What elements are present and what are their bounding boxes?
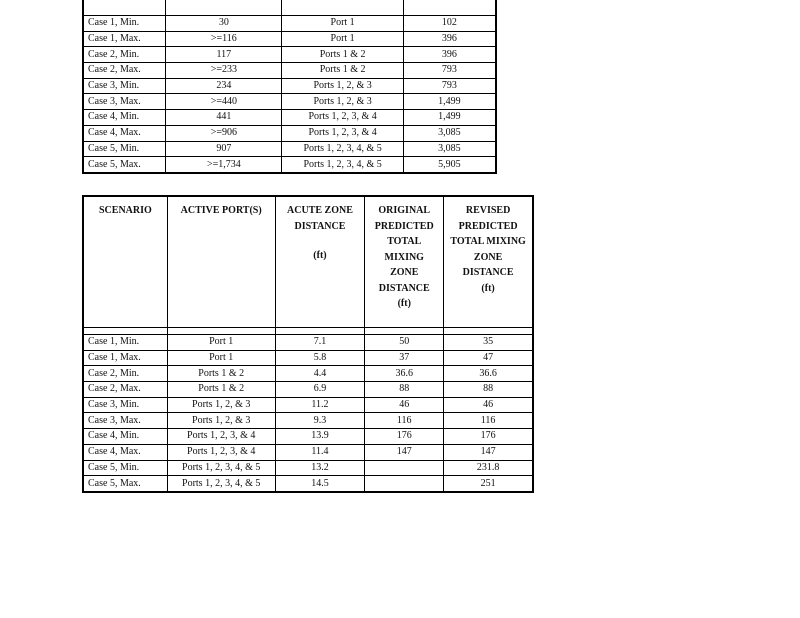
table-row <box>83 94 496 110</box>
spacer-cell <box>83 328 167 335</box>
scenario-cell: Case 2, Max. <box>83 63 166 79</box>
scenario-cell: Case 3, Max. <box>83 94 166 110</box>
mixing-zone-table-head <box>83 196 533 328</box>
header-row <box>83 196 533 328</box>
scenario-cell: Case 1, Max. <box>83 350 167 366</box>
scenario-cell: Case 4, Min. <box>83 429 167 445</box>
active-ports-cell: Ports 1, 2, 3, & 4 <box>167 429 275 445</box>
ports-cell: Ports 1, 2, & 3 <box>282 78 403 94</box>
table-row <box>83 366 533 382</box>
active-ports-cell: Port 1 <box>167 350 275 366</box>
distance-cell: 1,499 <box>403 94 496 110</box>
ports-cell: Ports 1, 2, 3, 4, & 5 <box>282 157 403 173</box>
original-distance-cell: 37 <box>365 350 444 366</box>
flow-cell: 117 <box>166 47 282 63</box>
table-row <box>83 397 533 413</box>
table-row <box>83 16 496 32</box>
table-row <box>83 63 496 79</box>
original-distance-cell <box>365 460 444 476</box>
original-distance-cell: 147 <box>365 444 444 460</box>
ports-cell: Ports 1, 2, & 3 <box>282 94 403 110</box>
header-revised <box>444 196 533 328</box>
original-distance-cell: 176 <box>365 429 444 445</box>
table-row <box>83 350 533 366</box>
distance-cell: 396 <box>403 31 496 47</box>
header-active-ports <box>167 196 275 328</box>
header-cell <box>282 0 403 16</box>
table-row <box>83 429 533 445</box>
distance-cell: 396 <box>403 47 496 63</box>
ports-cell: Ports 1, 2, 3, & 4 <box>282 125 403 141</box>
active-ports-cell: Ports 1, 2, 3, 4, & 5 <box>167 476 275 492</box>
acute-zone-cell: 4.4 <box>275 366 365 382</box>
flow-cell: >=116 <box>166 31 282 47</box>
table-row <box>83 444 533 460</box>
ports-cell: Ports 1 & 2 <box>282 63 403 79</box>
table-row <box>83 78 496 94</box>
flow-ports-table-body <box>83 0 496 173</box>
spacer-cell <box>275 328 365 335</box>
acute-zone-cell: 11.2 <box>275 397 365 413</box>
flow-cell: >=440 <box>166 94 282 110</box>
acute-zone-cell: 9.3 <box>275 413 365 429</box>
table-row <box>83 125 496 141</box>
revised-distance-cell: 147 <box>444 444 533 460</box>
ports-cell: Ports 1, 2, 3, 4, & 5 <box>282 141 403 157</box>
acute-zone-cell: 13.2 <box>275 460 365 476</box>
active-ports-cell: Ports 1, 2, 3, & 4 <box>167 444 275 460</box>
distance-cell: 5,905 <box>403 157 496 173</box>
flow-cell: 441 <box>166 110 282 126</box>
table-row <box>83 382 533 398</box>
acute-zone-cell: 5.8 <box>275 350 365 366</box>
ports-cell: Port 1 <box>282 16 403 32</box>
header-cell <box>83 0 166 16</box>
revised-distance-cell: 176 <box>444 429 533 445</box>
scenario-cell: Case 3, Min. <box>83 78 166 94</box>
header-scenario-label: SCENARIO <box>98 205 152 216</box>
distance-cell: 3,085 <box>403 141 496 157</box>
revised-distance-cell: 88 <box>444 382 533 398</box>
table-row <box>83 476 533 492</box>
scenario-cell: Case 5, Min. <box>83 460 167 476</box>
revised-distance-cell: 36.6 <box>444 366 533 382</box>
flow-cell: 30 <box>166 16 282 32</box>
mixing-zone-table-body <box>83 328 533 492</box>
scenario-cell: Case 4, Max. <box>83 444 167 460</box>
distance-cell: 3,085 <box>403 125 496 141</box>
ports-cell: Ports 1 & 2 <box>282 47 403 63</box>
original-distance-cell: 50 <box>365 335 444 351</box>
flow-cell: >=1,734 <box>166 157 282 173</box>
revised-distance-cell: 116 <box>444 413 533 429</box>
revised-distance-cell: 35 <box>444 335 533 351</box>
scenario-cell: Case 2, Min. <box>83 47 166 63</box>
table-row <box>83 110 496 126</box>
original-distance-cell: 116 <box>365 413 444 429</box>
header-scenario <box>83 196 167 328</box>
header-cell <box>166 0 282 16</box>
table-row <box>83 413 533 429</box>
original-distance-cell <box>365 476 444 492</box>
active-ports-cell: Ports 1 & 2 <box>167 366 275 382</box>
table-row <box>83 157 496 173</box>
table-row <box>83 47 496 63</box>
header-active-ports-label: ACTIVE PORT(S) <box>180 205 262 216</box>
scenario-cell: Case 1, Min. <box>83 16 166 32</box>
mixing-zone-table <box>82 195 534 493</box>
revised-distance-cell: 231.8 <box>444 460 533 476</box>
header-revised-unit: (ft) <box>481 282 495 294</box>
spacer-row <box>83 328 533 335</box>
spacer-cell <box>167 328 275 335</box>
scenario-cell: Case 4, Max. <box>83 125 166 141</box>
active-ports-cell: Port 1 <box>167 335 275 351</box>
table-row <box>83 335 533 351</box>
revised-distance-cell: 46 <box>444 397 533 413</box>
header-unit-note <box>403 0 496 16</box>
flow-ports-table <box>82 0 497 174</box>
scenario-cell: Case 4, Min. <box>83 110 166 126</box>
ports-cell: Ports 1, 2, 3, & 4 <box>282 110 403 126</box>
header-original-unit: (ft) <box>397 298 411 309</box>
original-distance-cell: 36.6 <box>365 366 444 382</box>
active-ports-cell: Ports 1, 2, & 3 <box>167 413 275 429</box>
header-original <box>365 196 444 328</box>
header-revised-label: REVISED PREDICTED TOTAL MIXING ZONE DISTANCE <box>450 205 526 278</box>
distance-cell: 793 <box>403 63 496 79</box>
revised-distance-cell: 251 <box>444 476 533 492</box>
scenario-cell: Case 5, Max. <box>83 157 166 173</box>
distance-cell: 793 <box>403 78 496 94</box>
distance-cell: 102 <box>403 16 496 32</box>
acute-zone-cell: 13.9 <box>275 429 365 445</box>
header-acute-zone-label: ACUTE ZONE DISTANCE <box>287 205 353 232</box>
header-acute-zone <box>275 196 365 328</box>
table-row <box>83 141 496 157</box>
flow-cell: >=233 <box>166 63 282 79</box>
scenario-cell: Case 2, Max. <box>83 382 167 398</box>
partial-header-row <box>83 0 496 16</box>
scenario-cell: Case 3, Min. <box>83 397 167 413</box>
scenario-cell: Case 2, Min. <box>83 366 167 382</box>
scenario-cell: Case 3, Max. <box>83 413 167 429</box>
spacer-cell <box>365 328 444 335</box>
ports-cell: Port 1 <box>282 31 403 47</box>
scenario-cell: Case 1, Min. <box>83 335 167 351</box>
revised-distance-cell: 47 <box>444 350 533 366</box>
active-ports-cell: Ports 1, 2, 3, 4, & 5 <box>167 460 275 476</box>
spacer-cell <box>444 328 533 335</box>
acute-zone-cell: 14.5 <box>275 476 365 492</box>
acute-zone-cell: 7.1 <box>275 335 365 351</box>
flow-cell: 234 <box>166 78 282 94</box>
header-acute-unit: (ft) <box>313 250 327 261</box>
distance-cell: 1,499 <box>403 110 496 126</box>
flow-cell: 907 <box>166 141 282 157</box>
acute-zone-cell: 11.4 <box>275 444 365 460</box>
acute-zone-cell: 6.9 <box>275 382 365 398</box>
scenario-cell: Case 5, Min. <box>83 141 166 157</box>
header-original-label: ORIGINAL PREDICTED TOTAL MIXING ZONE DISTANCE <box>374 205 434 294</box>
original-distance-cell: 46 <box>365 397 444 413</box>
active-ports-cell: Ports 1, 2, & 3 <box>167 397 275 413</box>
table-row <box>83 31 496 47</box>
flow-cell: >=906 <box>166 125 282 141</box>
scenario-cell: Case 5, Max. <box>83 476 167 492</box>
active-ports-cell: Ports 1 & 2 <box>167 382 275 398</box>
scenario-cell: Case 1, Max. <box>83 31 166 47</box>
original-distance-cell: 88 <box>365 382 444 398</box>
table-row <box>83 460 533 476</box>
